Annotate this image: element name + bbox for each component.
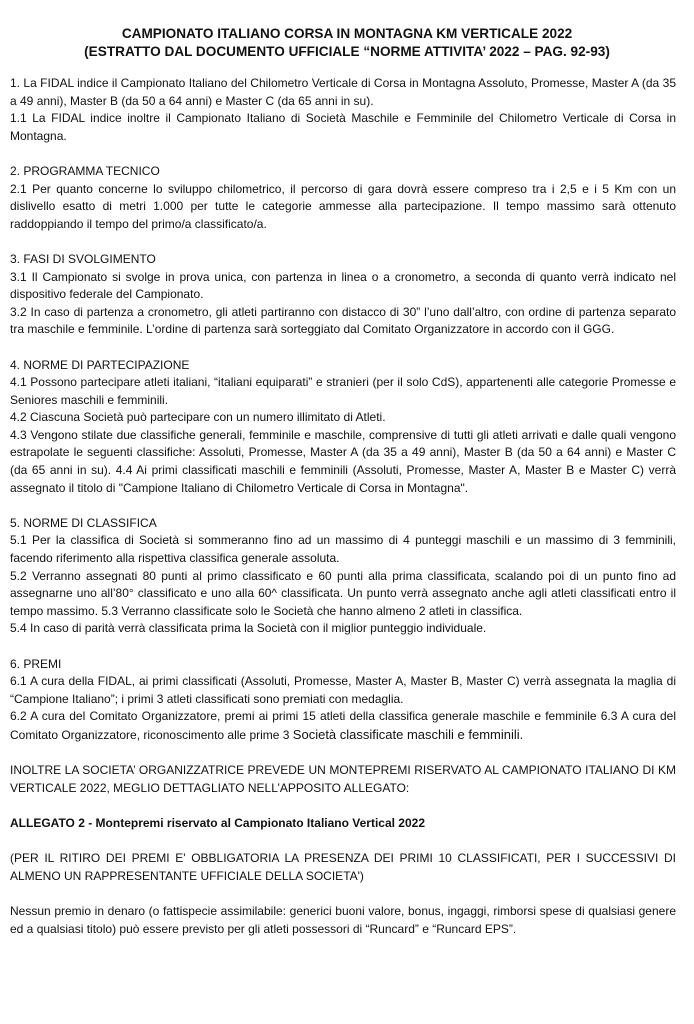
paragraph-1: 1. La FIDAL indice il Campionato Italiano del Chilometro Verticale di Corsa in Montagna Assoluto, Promesse, Master A (da 35 a 49 anni), Master B (da 50 a 64 anni) e Master C (da 65 anni in su).	[10, 76, 676, 108]
paragraph-5-4: 5.4 In caso di parità verrà classificata prima la Società con il miglior punteggio individuale.	[10, 621, 487, 636]
section-heading-fasi-di-svolgimento: 3. FASI DI SVOLGIMENTO	[10, 251, 156, 266]
section-heading-norme-di-partecipazione: 4. NORME DI PARTECIPAZIONE	[10, 357, 190, 372]
paragraph-6-1: 6.1 A cura della FIDAL, ai primi classificati (Assoluti, Promesse, Master A, Master B, Master C) verrà assegnata la maglia di “Campione Italiano”; i primi 3 atleti classificati sono premiati con medaglia.	[10, 674, 676, 706]
document-subtitle: (ESTRATTO DAL DOCUMENTO UFFICIALE “NORME ATTIVITA’ 2022 – PAG. 92-93)	[84, 44, 610, 59]
paragraph-6-2	[10, 708, 676, 744]
paragraph-4-2: 4.2 Ciascuna Società può partecipare con un numero illimitato di Atleti.	[10, 410, 386, 425]
allegato-heading: ALLEGATO 2 - Montepremi riservato al Campionato Italiano Vertical 2022	[10, 815, 426, 830]
paragraph-3-1: 3.1 Il Campionato si svolge in prova unica, con partenza in linea o a cronometro, a seconda di quanto verrà indicato nel dispositivo federale del Campionato.	[10, 269, 676, 302]
section-heading-norme-di-classifica: 5. NORME DI CLASSIFICA	[10, 515, 157, 530]
premio-denaro-notice: Nessun premio in denaro (o fattispecie assimilabile: generici buoni valore, bonus, ingaggi, rimborsi spese di qualsiasi genere ed a qualsiasi titolo) può essere previsto per gli atleti possessori di “Runcard” e “Runcard EPS”.	[10, 903, 676, 936]
paragraph-1-1: 1.1 La FIDAL indice inoltre il Campionato Italiano di Società Maschile e Femminile del Chilometro Verticale di Corsa in Montagna.	[10, 111, 676, 143]
document-body	[10, 75, 676, 938]
section-heading-programma-tecnico: 2. PROGRAMMA TECNICO	[10, 163, 160, 178]
paragraph-5-1: 5.1 Per la classifica di Società si sommeranno fino ad un massimo di 4 punteggi maschili e un massimo di 3 femminili, facendo riferimento alla rispettiva classifica generale assoluta.	[10, 533, 676, 566]
paragraph-3-2: 3.2 In caso di partenza a cronometro, gli atleti partiranno con distacco di 30” l’uno dall’altro, con ordine di partenza separato tra maschile e femminile. L’ordine di partenza sarà sorteggiato dal Comitato Organizzatore in accordo con il GGG.	[10, 304, 676, 337]
paragraph-2-1: 2.1 Per quanto concerne lo sviluppo chilometrico, il percorso di gara dovrà essere compreso tra i 2,5 e i 5 Km con un dislivello esatto di metri 1.000 per tutte le categorie ammesse alla partecipazione. Il tempo massimo sarà ottenuto raddoppiando il tempo del primo/a classificato/a.	[10, 181, 676, 231]
paragraph-4-3: 4.3 Vengono stilate due classifiche generali, femminile e maschile, comprensive di tutti gli atleti arrivati e dalle quali vengono estrapolate le seguenti classifiche: Assoluti, Promesse, Master A (da 35 a 49 anni), Master B (da 50 a 64 anni) e Master C (da 65 anni in su). 4.4 Ai primi classificati maschili e femminili (Assoluti, Promesse, Master A, Master B e Master C) verrà assegnato il titolo di "Campione Italiano di Chilometro Verticale di Corsa in Montagna".	[10, 427, 676, 495]
paragraph-5-2: 5.2 Verranno assegnati 80 punti al primo classificato e 60 punti alla prima classificata, scalando poi di un punto fino ad assegnarne uno all’80° classificato e uno alla 60^ classificata. Un punto verrà assegnato anche agli atleti classificati entro il tempo massimo. 5.3 Verranno classificate solo le Società che hanno almeno 2 atleti in classifica.	[10, 568, 676, 618]
montepremi-notice: INOLTRE LA SOCIETA’ ORGANIZZATRICE PREVEDE UN MONTEPREMI RISERVATO AL CAMPIONATO ITALIANO DI KM VERTICALE 2022, MEGLIO DETTAGLIATO NELL’APPOSITO ALLEGATO:	[10, 763, 676, 795]
paragraph-4-1: 4.1 Possono partecipare atleti italiani, “italiani equiparati” e stranieri (per il solo CdS), appartenenti alle categorie Promesse e Seniores maschili e femminili.	[10, 375, 676, 407]
ritiro-premi-notice: (PER IL RITIRO DEI PREMI E' OBBLIGATORIA LA PRESENZA DEI PRIMI 10 CLASSIFICATI, PER I SUCCESSIVI DI ALMENO UN RAPPRESENTANTE UFFICIALE DELLA SOCIETA')	[10, 851, 676, 883]
paragraph-6-2-text: 6.2 A cura del Comitato Organizzatore, premi ai primi 15 atleti della classifica generale maschile e femminile 6.3 A cura del Comitato Organizzatore, riconoscimento alle prime 3	[10, 709, 676, 742]
section-heading-premi: 6. PREMI	[10, 656, 62, 671]
document-title: CAMPIONATO ITALIANO CORSA IN MONTAGNA KM VERTICALE 2022	[121, 26, 573, 41]
paragraph-6-2-emphasis: Società classificate maschili e femminili.	[292, 726, 524, 742]
